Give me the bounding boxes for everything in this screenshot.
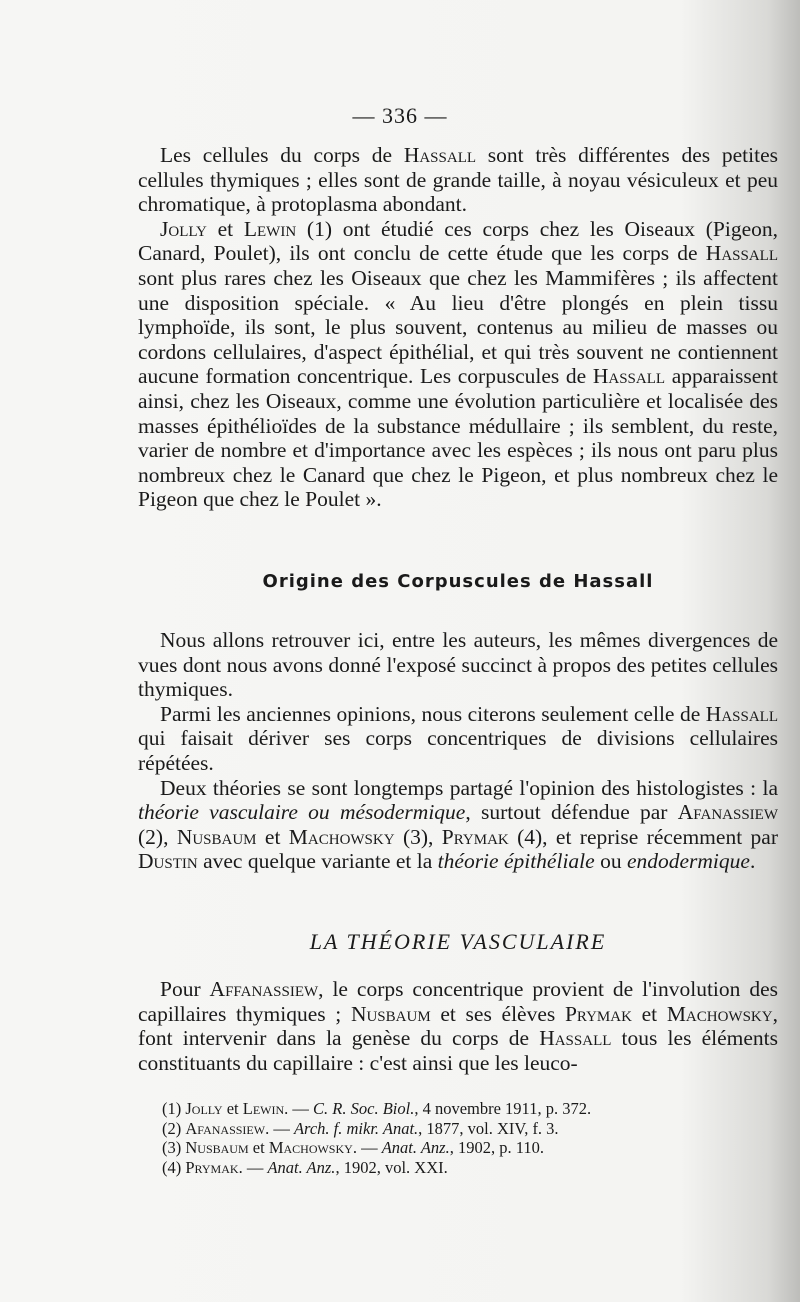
author-name: Prymak (441, 824, 509, 849)
footnotes (162, 1099, 762, 1177)
author-name: Hassall (705, 241, 778, 266)
author-name: Lewin (243, 216, 297, 241)
footnote (162, 1119, 762, 1139)
section-heading-origine: Origine des Corpuscules de Hassall (262, 571, 654, 592)
text-run: et ses élèves (430, 1001, 565, 1026)
paragraph (138, 217, 778, 512)
paragraph (138, 776, 778, 874)
text-run: . — (284, 1099, 314, 1118)
text-run: (4), et reprise récemment par (508, 824, 778, 849)
italic-text: Anat. Anz. (267, 1157, 336, 1177)
text-run: , 1902, p. 110. (449, 1138, 544, 1157)
italic-text: endodermique (626, 849, 750, 874)
footnote (162, 1158, 762, 1178)
text-run: , 1902, vol. XXI. (335, 1157, 448, 1177)
author-name: Machowsky (288, 824, 395, 849)
author-name: Prymak (185, 1157, 239, 1177)
author-name: Affanassiew (209, 977, 319, 1001)
text-run: , 4 novembre 1911, p. 372. (414, 1099, 592, 1118)
text-run: avec quelque variante et la (197, 849, 438, 874)
paragraph (138, 977, 778, 1075)
text-run: Parmi les anciennes opinions, nous citerons seulement celle de (160, 701, 706, 726)
author-name: Jolly (185, 1099, 223, 1118)
section-heading-theorie-vasculaire: LA THÉORIE VASCULAIRE (309, 929, 607, 954)
paragraph (138, 628, 778, 702)
text-run: et (206, 216, 244, 241)
text-run: . — (265, 1118, 294, 1138)
author-name: Hassall (403, 143, 477, 167)
text-run: (4) (162, 1157, 186, 1177)
author-name: Prymak (564, 1001, 632, 1026)
text-run: sont très différentes des petites cellules thymiques ; elles sont de grande taille, à noyau vésiculeux et peu chromatique, à protoplasma abondant. (138, 143, 778, 217)
text-run: . (749, 849, 756, 874)
text-run: Nous allons retrouver ici, entre les auteurs, les mêmes divergences de vues dont nous avons donné l'exposé succinct à propos des petites cellules thymiques. (138, 628, 778, 702)
paragraph (138, 143, 778, 217)
theorie-section (138, 977, 778, 1075)
text-run: , font intervenir dans la genèse du corps de (138, 1001, 778, 1051)
text-run: (1) (162, 1099, 186, 1118)
author-name: Nusbaum (176, 824, 257, 849)
italic-text: C. R. Soc. Biol. (313, 1099, 415, 1118)
text-run: , le corps concentrique provient de l'involution des capillaires thymiques ; (138, 977, 778, 1026)
text-run: et (631, 1001, 667, 1026)
author-name: Hassall (539, 1026, 612, 1051)
text-run: et (222, 1099, 243, 1118)
paragraph (138, 702, 778, 776)
text-run: , surtout défendue par (465, 800, 678, 825)
footnote (162, 1099, 762, 1119)
italic-text: théorie vasculaire ou mésodermique (138, 800, 466, 825)
author-name: Machowsky (268, 1138, 353, 1157)
text-run: Deux théories se sont longtemps partagé l'opinion des histologistes : la (160, 775, 778, 800)
italic-text: Anat. Anz. (381, 1138, 450, 1157)
text-run: Pour (160, 977, 210, 1001)
text-run: apparaissent ainsi, chez les Oiseaux, comme une évolution particulière et localisée des masses épithélioïdes de la substance médullaire ; ils semblent, du reste, varier de nombre et d'importance avec les espèces ; ils nous ont paru plus nombreux chez le Canard que chez le Pigeon, et plus nombreux chez le Pigeon que chez le Poulet ». (138, 364, 778, 512)
text-run: . — (352, 1138, 382, 1157)
text-run: ou (594, 849, 627, 874)
text-run: (3) (162, 1138, 186, 1157)
author-name: Afanassiew (185, 1118, 266, 1138)
italic-text: Arch. f. mikr. Anat. (293, 1118, 419, 1138)
origine-section (138, 628, 778, 874)
author-name: Nusbaum (185, 1138, 249, 1157)
text-run: Les cellules du corps de (160, 143, 404, 167)
page-number: — 336 — (352, 103, 448, 128)
author-name: Machowsky (666, 1001, 773, 1026)
text-run: (2) (162, 1118, 186, 1138)
text-run: et (248, 1138, 269, 1157)
author-name: Jolly (160, 216, 207, 241)
italic-text: théorie épithéliale (437, 849, 595, 874)
author-name: Afanassiew (677, 800, 778, 825)
footnote (162, 1138, 762, 1158)
intro-section (138, 143, 778, 512)
text-run: (1) ont étudié ces corps chez les Oiseaux (Pigeon, Canard, Poulet), ils ont conclu de cette étude que les corps de (138, 216, 778, 266)
text-run: , 1877, vol. XIV, f. 3. (418, 1118, 559, 1138)
author-name: Nusbaum (350, 1001, 431, 1026)
author-name: Hassall (592, 364, 666, 389)
text-run: et (256, 824, 289, 849)
text-run: (3), (394, 824, 442, 849)
text-run: (2), (138, 824, 177, 849)
text-run: qui faisait dériver ses corps concentriques de divisions cellulaires répétées. (138, 726, 778, 775)
author-name: Hassall (705, 701, 778, 726)
text-run: . — (238, 1157, 268, 1177)
author-name: Lewin (242, 1099, 285, 1118)
author-name: Dustin (138, 849, 198, 874)
text-run: tous les éléments constituants du capillaire : c'est ainsi que les leuco- (138, 1026, 778, 1075)
text-run: sont plus rares chez les Oiseaux que chez les Mammifères ; ils affectent une disposition spéciale. « Au lieu d'être plongés en plein tissu lymphoïde, ils sont, le plus souvent, contenus au milieu de masses ou cordons cellulaires, d'aspect épithélial, et qui très souvent ne contiennent aucune formation concentrique. Les corpuscules de (138, 265, 778, 389)
